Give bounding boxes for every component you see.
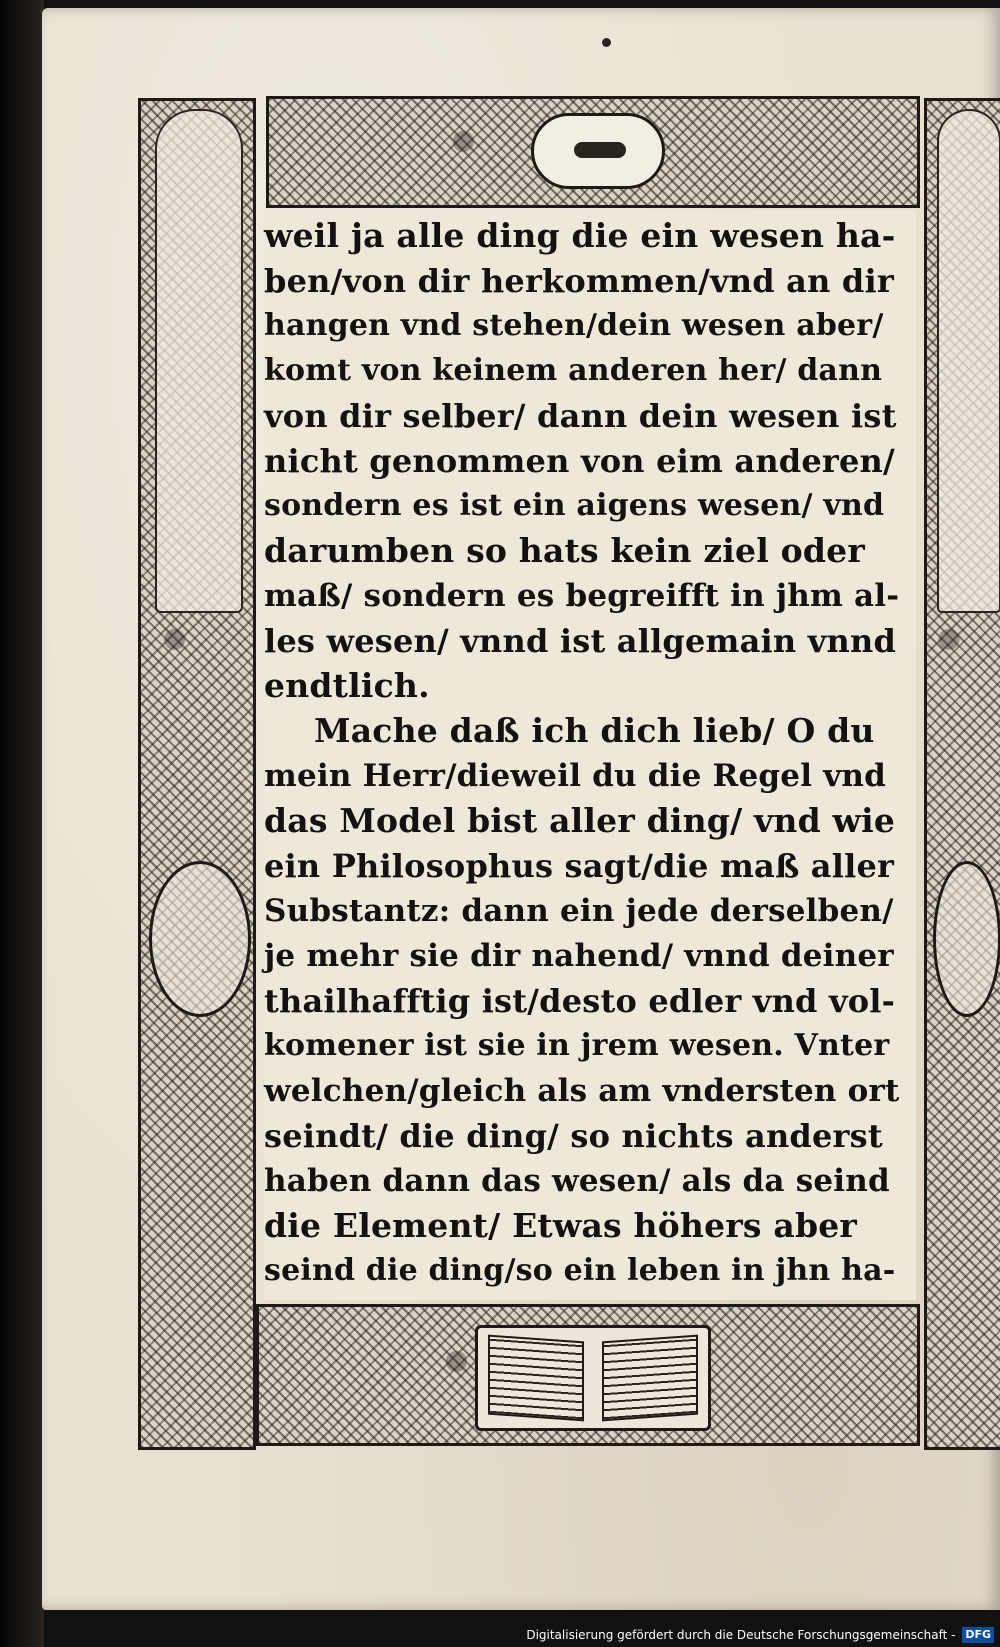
text-line: thailhafftig ist/desto edler vnd vol- <box>264 982 896 1020</box>
woodcut-border-right <box>924 98 1000 1450</box>
text-line: maß/ sondern es begreifft in jhm al- <box>264 578 900 614</box>
text-line: Substantz: dann ein jede derselben/ <box>264 893 894 929</box>
text-line: endtlich. <box>264 666 430 705</box>
woodcut-border-bottom <box>256 1304 920 1446</box>
woodcut-border-top <box>266 96 920 208</box>
text-line: von dir selber/ dann dein wesen ist <box>264 397 897 435</box>
text-line: je mehr sie dir nahend/ vnnd deiner <box>264 938 894 974</box>
fruit-medallion-icon <box>149 861 251 1017</box>
book-page-left <box>488 1335 584 1422</box>
credit-text: Digitalisierung gefördert durch die Deutsche Forschungsgemeinschaft - <box>526 1627 956 1642</box>
text-line: seind die ding/so ein leben in jhn ha- <box>264 1253 896 1288</box>
text-line: weil ja alle ding die ein wesen ha- <box>264 216 896 255</box>
text-line: ein Philosophus sagt/die maß aller <box>264 847 895 885</box>
paragraph-start-line: Mache daß ich dich lieb/ O du <box>314 711 875 750</box>
open-book-icon <box>475 1325 711 1431</box>
text-line: darumben so hats kein ziel oder <box>264 531 865 570</box>
standing-figure-icon <box>155 109 243 613</box>
book-spine <box>0 0 44 1647</box>
text-line: sondern es ist ein aigens wesen/ vnd <box>264 488 885 523</box>
cartouche-bar <box>574 142 626 158</box>
text-line: seindt/ die ding/ so nichts anderst <box>264 1117 883 1155</box>
text-line: haben dann das wesen/ als da seind <box>264 1163 890 1199</box>
text-line: die Element/ Etwas höhers aber <box>264 1206 858 1245</box>
digitization-credit <box>526 1623 994 1645</box>
text-line: ben/von dir herkommen/vnd an dir <box>264 262 894 300</box>
ink-dot <box>602 38 611 47</box>
text-line: komt von keinem anderen her/ dann <box>264 353 883 388</box>
cartouche-ornament-icon <box>531 113 665 189</box>
standing-figure-icon <box>937 109 1000 613</box>
text-line: komener ist sie in jrem wesen. Vnter <box>264 1028 890 1063</box>
text-line: mein Herr/dieweil du die Regel vnd <box>264 758 887 794</box>
dfg-logo-icon: DFG <box>962 1627 994 1643</box>
woodcut-border-left <box>138 98 256 1450</box>
text-line: das Model bist aller ding/ vnd wie <box>264 801 896 840</box>
text-line: hangen vnd stehen/dein wesen aber/ <box>264 308 884 343</box>
text-line: les wesen/ vnnd ist allgemain vnnd <box>264 622 897 660</box>
book-page-right <box>602 1335 698 1422</box>
fruit-medallion-icon <box>933 861 1000 1017</box>
body-text <box>264 210 916 1300</box>
text-line: welchen/gleich als am vndersten ort <box>264 1073 900 1109</box>
text-line: nicht genommen von eim anderen/ <box>264 442 895 480</box>
